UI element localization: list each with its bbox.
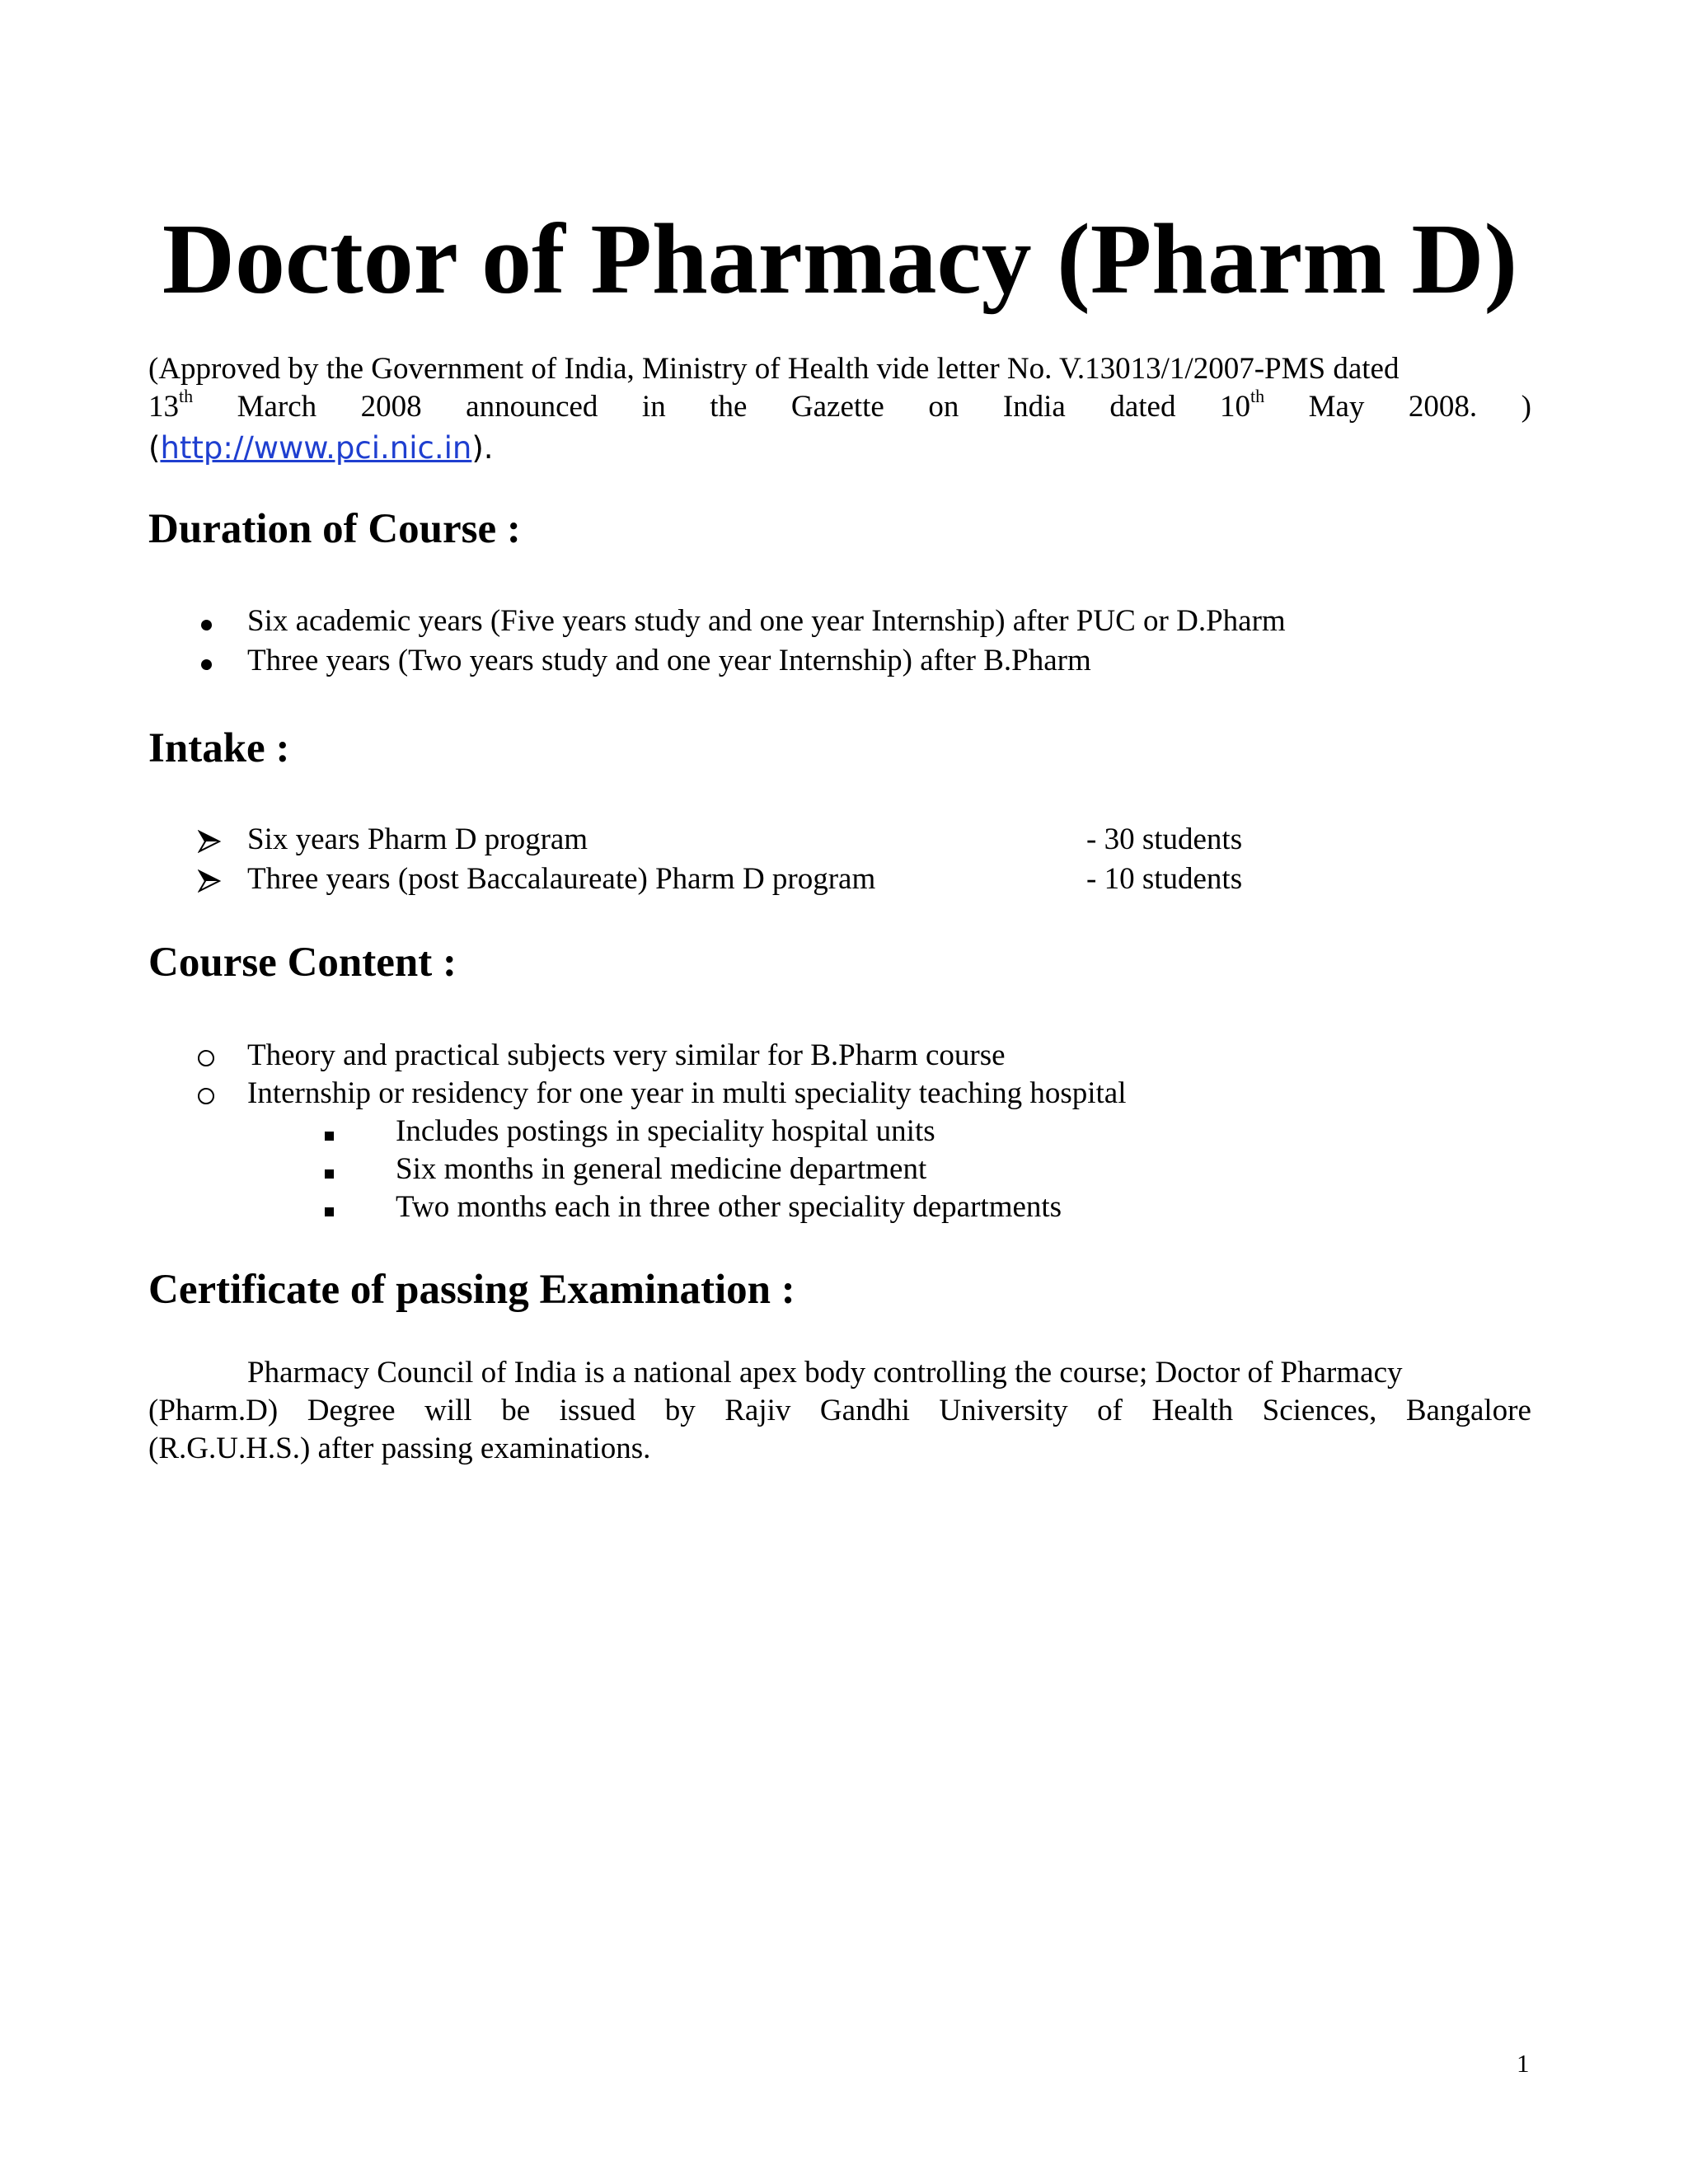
list-item: Includes postings in speciality hospital units (148, 1113, 1062, 1151)
list-item: Two months each in three other speciality departments (148, 1188, 1062, 1226)
list-item: Six academic years (Five years study and one year Internship) after PUC or D.Pharm (148, 602, 1550, 641)
list-item: Six years Pharm D program - 30 students (148, 820, 1550, 860)
certificate-heading: Certificate of passing Examination : (148, 1267, 795, 1313)
intake-list (148, 820, 1550, 899)
approval-url-line: (http://www.pci.nic.in). (148, 430, 494, 466)
circle-bullet-icon (198, 1037, 231, 1076)
approval-line-1: (Approved by the Government of India, Ministry of Health vide letter No. V.13013/1/2007-PMS dated (148, 352, 1400, 386)
list-item: Internship or residency for one year in multi speciality teaching hospital (148, 1075, 1550, 1113)
list-item: Three years (post Baccalaureate) Pharm D program - 10 students (148, 860, 1550, 899)
bullet-dot-icon (198, 641, 231, 681)
course-content-heading: Course Content : (148, 940, 457, 986)
certificate-line-2: (Pharm.D) Degree will be issued by Rajiv Gandhi University of Health Sciences, Bangalore (148, 1394, 1531, 1427)
square-bullet-icon (325, 1113, 358, 1151)
arrow-bullet-icon (198, 860, 231, 903)
course-content-sublist (148, 1113, 1062, 1226)
duration-heading: Duration of Course : (148, 506, 521, 552)
bullet-dot-icon (198, 602, 231, 641)
duration-list (148, 602, 1550, 681)
certificate-paragraph: Pharmacy Council of India is a national apex body controlling the course; Doctor of Pharmacy (Pharm.D) Degree will be issued by Rajiv Gandhi University of Health Sciences, Bangalore (R.G.U.H.S.) after passing examinations. (148, 1356, 1531, 1465)
intake-heading: Intake : (148, 725, 290, 771)
list-item: Six months in general medicine department (148, 1151, 1062, 1188)
list-item: Three years (Two years study and one year Internship) after B.Pharm (148, 641, 1550, 681)
arrow-bullet-icon (198, 820, 231, 864)
list-item: Theory and practical subjects very similar for B.Pharm course (148, 1037, 1550, 1075)
approval-line-2: 13th March 2008 announced in the Gazette on India dated 10th May 2008. ) (148, 385, 1531, 424)
square-bullet-icon (325, 1151, 358, 1188)
page-title: Doctor of Pharmacy (Pharm D) (162, 204, 1518, 315)
circle-bullet-icon (198, 1075, 231, 1114)
square-bullet-icon (325, 1188, 358, 1226)
approval-note (148, 350, 1531, 467)
course-content-list (148, 1037, 1550, 1113)
page-number: 1 (1517, 2049, 1530, 2078)
pci-website-link[interactable]: http://www.pci.nic.in (160, 430, 472, 466)
